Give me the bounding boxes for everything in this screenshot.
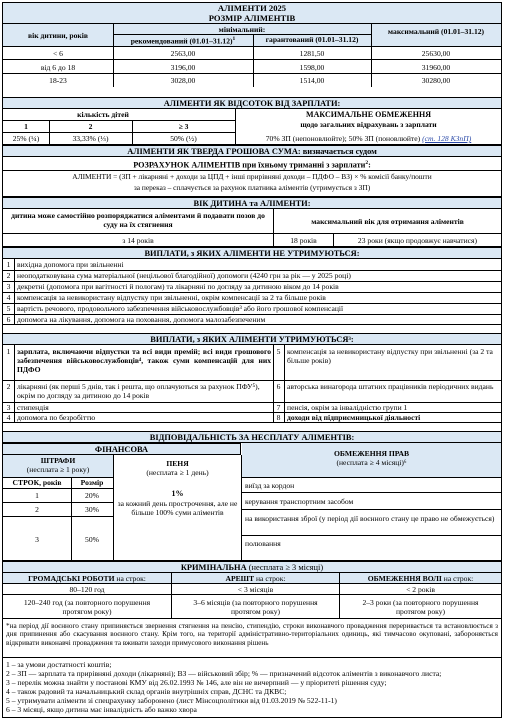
fixed-heading: АЛІМЕНТИ ЯК ТВЕРДА ГРОШОВА СУМА: визначається судом	[3, 145, 501, 157]
list-item: стипендія	[17, 403, 49, 412]
list-item-number: 5	[6, 304, 11, 313]
criminal-value: 80–120 год	[69, 585, 105, 594]
list-item-number: 8	[276, 413, 281, 422]
page-title: АЛІМЕНТИ 2025	[217, 3, 287, 13]
list-item-number: 2	[6, 271, 11, 280]
withheld-heading: ВИПЛАТИ, з ЯКИХ АЛІМЕНТИ УТРИМУЮТЬСЯ³:	[3, 333, 501, 345]
footnote: 2 – ЗП — зарплата та прирівняні доходи (лікарняні); ВЗ — військовий збір; % — призначений відсоток аліментів з виконавчого листа;	[6, 669, 442, 678]
calc-title: РОЗРАХУНОК АЛІМЕНТІВ при їхньому триманні з зарплати$^2$:	[133, 160, 371, 170]
size-row-max: 31960,00	[421, 63, 451, 72]
martial-law-note: *на період дії воєнного стану припиняється звернення стягнення на пенсію, стипендію, строки виконавчого провадження переривається та встановлюється з дня припинення або скасування воєнного стану. Крім того, на території адміністративно-територіальних одиниць, які тимчасово окуповані, забороняється відкривати виконавчі провадження та вживати заходи примусового виконання рішень	[6, 622, 498, 647]
footnote: 6 – 3 місяці, якщо дитина має інвалідність або важко хвора	[6, 705, 197, 714]
age-right-value-1: 18 років	[290, 236, 317, 245]
list-item: декретні (допомога при вагітності й пологам) та лікарняні по догляду за дитиною віком до 14 років	[17, 282, 339, 291]
size-row-guar: 1514,00	[299, 76, 325, 85]
fines-amount-label: Розмір	[80, 478, 104, 487]
formula-tail: за переказ – сплачується за рахунок платника аліментів (утримується з ЗП)	[133, 183, 371, 192]
restrictions-sub: (несплата ≥ 4 місяці)⁶	[336, 458, 407, 467]
max-limit-title: МАКСИМАЛЬНЕ ОБМЕЖЕННЯ	[306, 110, 431, 119]
col-age: вік дитини, років	[28, 31, 88, 40]
list-item-number: 1	[6, 260, 11, 269]
criminal-heading: КРИМІНАЛЬНА (несплата ≥ 3 місяці)	[3, 561, 501, 573]
criminal-col-title: АРЕШТ на строк:	[225, 574, 286, 583]
list-item: допомога по безробіттю	[17, 413, 96, 422]
size-heading: РОЗМІР АЛІМЕНТІВ	[208, 13, 296, 23]
age-right-value-2: 23 роки (якщо продовжує навчатися)	[357, 236, 478, 245]
financial-heading: ФІНАНСОВА	[3, 443, 241, 455]
list-item-number: 6	[276, 382, 281, 391]
age-left-value: з 14 років	[122, 236, 154, 245]
age-right-text: максимальний вік для отримання аліментів	[311, 217, 464, 226]
fine-amount: 20%	[85, 491, 99, 500]
list-item: неоподатковувана сума матеріальної (нецільової благодійної) допомоги (4240 грн за рік — у 2025 році)	[17, 271, 351, 280]
list-item: лікарняні (як перші 5 днів, так і решта, що оплачуються за рахунок ПФУ⁵), окрім по догляду за дитиною до 14 років	[17, 382, 260, 400]
list-item-number: 7	[276, 403, 281, 412]
criminal-value: < 3 місяців	[237, 585, 274, 594]
penalty-value: 1%	[171, 489, 184, 498]
percent-heading: АЛІМЕНТИ ЯК ВІДСОТОК ВІД ЗАРПЛАТИ:	[3, 97, 501, 109]
restriction-item: керування транспортним засобом	[245, 497, 354, 506]
size-row-age: < 6	[53, 49, 63, 58]
list-item: вартість речового, продовольчого забезпечення військовослужбовців³ або його грошової компенсації	[17, 304, 344, 313]
list-item: зарплата, включаючи відпустки та всі види премій; всі види грошового забезпечення військовослужбовців⁴, також суми компенсацій для них ПДФО	[17, 347, 271, 374]
restriction-item: полювання	[245, 539, 281, 548]
children-2: 2	[88, 122, 93, 131]
col-rec: рекомендований $(01.01-31.12)^1$	[130, 36, 236, 46]
withheld-list	[3, 345, 501, 423]
restriction-item: на використання зброї (у період дії воєнного стану це право не обмежується)	[245, 514, 495, 523]
age-left-text: дитина може самостійно розпоряджатися аліментами й подавати позов до суду на їх стягнення	[11, 211, 265, 229]
col-min: мінімальний:	[218, 25, 266, 34]
list-item: допомога на лікування, допомога на поховання, допомога малозабезпеченим	[17, 315, 266, 324]
fine-term: 2	[35, 505, 39, 514]
list-item: компенсація за невикористану відпустку при звільненні, окрім компенсації за 2 та більше років	[17, 293, 326, 302]
percent-2: 33,33% (⅓)	[72, 134, 109, 143]
percent-1: 25% (¼)	[12, 134, 40, 143]
list-item-number: 4	[6, 413, 11, 422]
restriction-item: виїзд за кордон	[245, 481, 295, 490]
fixed-section	[3, 157, 501, 197]
size-row-age: від 6 до 18	[40, 63, 76, 72]
size-section	[3, 3, 501, 87]
list-item: авторська винагорода штатних працівників періодичних видань	[287, 382, 494, 391]
penalty-text: за кожний день прострочення, але не більше 100% суми аліментів	[117, 499, 238, 517]
max-limit-text: 70% ЗП (непоновлюйте); 50% ЗП (поновлюйте) (ст. 128 КЗпП)	[265, 134, 472, 143]
fines-term-label: СТРОК, років	[12, 478, 62, 487]
list-item: вихідна допомога при звільненні	[17, 260, 124, 269]
size-row-max: 30280,00	[421, 76, 451, 85]
fines-title: ШТРАФИ	[40, 456, 76, 465]
list-item-number: 3	[6, 282, 11, 291]
footnote: 5 – утримувати аліменти зі спецрахунку заборонено (лист Мінсоцполітики від 01.03.2019 № 522-11-1)	[6, 696, 337, 705]
fine-amount: 50%	[85, 535, 99, 544]
liability-heading: ВІДПОВІДАЛЬНІСТЬ ЗА НЕСПЛАТУ АЛІМЕНТІВ:	[3, 431, 501, 443]
size-row-rec: 2563,00	[170, 49, 196, 58]
criminal-col-title: ОБМЕЖЕННЯ ВОЛІ на строк:	[367, 574, 474, 583]
col-max: максимальний (01.01–31.12)	[387, 27, 485, 36]
penalty-title: ПЕНЯ	[166, 459, 189, 468]
list-item-number: 1	[6, 347, 11, 356]
children-count-label: кількість дітей	[77, 110, 129, 119]
criminal-value-repeat: 2–3 роки (за повторного порушення протягом року)	[362, 598, 479, 616]
restrictions-title: ОБМЕЖЕННЯ ПРАВ	[333, 449, 410, 458]
alimony-sheet	[2, 2, 502, 718]
size-row-guar: 1598,00	[299, 63, 325, 72]
fine-term: 1	[35, 491, 39, 500]
list-item-number: 5	[276, 347, 281, 356]
criminal-col-title: ГРОМАДСЬКІ РОБОТИ на строк:	[28, 574, 146, 583]
criminal-value-repeat: 3–6 місяців (за повторного порушення протягом року)	[193, 598, 318, 616]
article-link[interactable]: (ст. 128 КЗпП)	[422, 134, 472, 143]
percent-section	[3, 109, 501, 145]
list-item-number: 2	[6, 382, 11, 391]
size-row-rec: 3028,00	[170, 76, 196, 85]
age-section	[3, 209, 501, 247]
formula: АЛІМЕНТИ = (ЗП + лікарняні + доходи за ЦПД + інші прирівняні доходи – ПДФО – ВЗ) × % комісії банку/пошти	[72, 172, 432, 181]
fine-term: 3	[35, 535, 39, 544]
fines-sub: (несплата ≥ 1 року)	[26, 465, 90, 474]
size-row-max: 25630,00	[421, 49, 451, 58]
age-heading: ВІК ДИТИНА та АЛІМЕНТИ:	[3, 197, 501, 209]
list-item-number: 4	[6, 293, 11, 302]
not-withheld-heading: ВИПЛАТИ, з ЯКИХ АЛІМЕНТИ НЕ УТРИМУЮТЬСЯ:	[3, 247, 501, 259]
footnote: 3 – перелік можна знайти у постанові КМУ від 26.02.1993 № 146, але він не вичерпний — у пріоритеті рішення суду;	[6, 678, 387, 687]
size-row-age: 18-23	[49, 76, 67, 85]
list-item: компенсація за невикористану відпустку при звільненні (за 2 та більше років)	[287, 347, 493, 365]
criminal-section	[3, 573, 501, 619]
max-limit-sub: щодо загальних відрахувань з зарплати	[300, 120, 437, 129]
percent-3: 50% (½)	[170, 134, 197, 143]
size-row-guar: 1281,50	[299, 49, 325, 58]
footnote: 1 – за умови достатності коштів;	[6, 660, 112, 669]
fine-amount: 30%	[85, 505, 99, 514]
size-row-rec: 3196,00	[170, 63, 196, 72]
children-3: ≥ 3	[178, 122, 189, 131]
criminal-value: < 2 років	[406, 585, 435, 594]
list-item-number: 6	[6, 315, 11, 324]
penalty-sub: (несплата ≥ 1 день)	[146, 468, 209, 477]
col-guar: гарантований (01.01–31.12)	[265, 35, 359, 44]
criminal-value-repeat: 120–240 год (за повторного порушення протягом року)	[23, 598, 151, 616]
footnote: 4 – також радовий та начальницький склад органів внутрішніх справ, ДСНС та ДКВС;	[6, 687, 287, 696]
children-1: 1	[24, 122, 28, 131]
list-item: доходи від підприємницької діяльності	[287, 413, 421, 422]
list-item: пенсія, окрім за інвалідністю групи 1	[287, 403, 408, 412]
list-item-number: 3	[6, 403, 11, 412]
not-withheld-list	[3, 259, 501, 325]
